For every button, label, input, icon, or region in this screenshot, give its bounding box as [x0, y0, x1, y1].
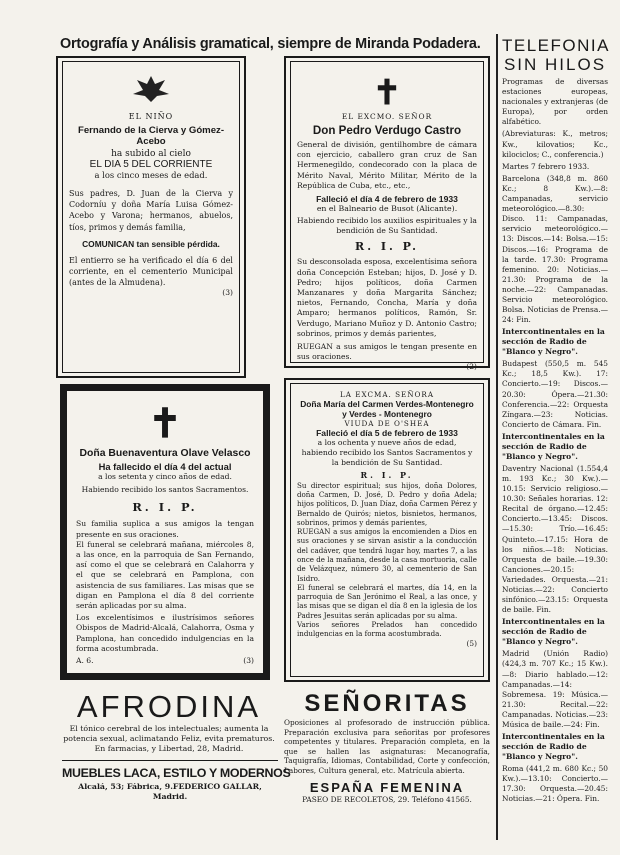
- obituary-verdugo: [284, 56, 490, 372]
- radio-roma: Roma (441,2 m. 680 Kc.; 50 Kw.).—13.10: Concierto.—17.30: Orquesta.—20.45: Noticias.—21: Ópera. Fin.: [502, 764, 608, 804]
- conduction-text: RUEGAN a sus amigos la encomienden a Dios en sus oraciones y se sirvan asistir a la conducción del cadáver, que tendrá lugar hoy, martes 7, a las once de la mañana, desde la casa mortuoria, calle de Velázquez, número 30, al cementerio de San Isidro.: [297, 527, 477, 583]
- line-ascended: ha subido al cielo: [111, 149, 191, 159]
- radio-title-2: SIN HILOS: [503, 55, 607, 74]
- deceased-name: Don Pedro Verdugo Castro: [312, 124, 462, 137]
- deceased-name: Fernando de la Cierva y Gómez-Acebo: [77, 125, 225, 147]
- funeral-text: El funeral se celebrará el martes, día 14, en la parroquia de San Jerónimo el Real, a las once, y las misas que se digan el día 8 en la iglesia de los Padres Jesuitas serán aplicadas por su alma.: [297, 582, 477, 620]
- radio-intro: Programas de diversas estaciones europeas, nacionales y extranjeras (de Europa), por orden alfabético.: [502, 77, 608, 127]
- sacraments-text: Habiendo recibido los santos Sacramentos.: [81, 485, 249, 495]
- communicate-line: COMUNICAN tan sensible pérdida.: [82, 238, 220, 249]
- death-date: Falleció el día 4 de febrero de 1933: [316, 194, 458, 205]
- family-text: Sus padres, D. Juan de la Cierva y Codorníu y doña María Luisa Gómez-Acebo y Varona; hermanos, abuelos, tíos, primos y demás familia,: [69, 189, 233, 232]
- column-divider: [496, 34, 498, 840]
- request-text: RUEGAN a sus amigos le tengan presente en sus oraciones.: [297, 342, 477, 362]
- rip-text: R. I. P.: [360, 469, 414, 480]
- ad-senoritas: [284, 690, 490, 806]
- page-header-title: Ortografía y Análisis gramatical, siempre de Miranda Podadera.: [60, 36, 481, 52]
- family-text: Su desconsolada esposa, excelentísima señora doña Concepción Esteban; hijos, D. José y D. Pedro; hijos políticos, doña Carmen Manzanares y doña Margarita Sánchez; nietos, Fernando, Concha, María y doña Amparo; hermanos políticos, Ramón, Sr. Verdugo, Mariano Muñoz y D. Antonio Castro; sobrinos, primos y demás parientes,: [297, 257, 477, 338]
- label-title: LA EXCMA. SEÑORA: [339, 390, 435, 399]
- radio-barcelona: Barcelona (348,8 m. 860 Kc.; 8 Kw.).—8: Campanadas, servicio meteorológico.—8.30: Disco. 11: Campanadas, servicio meteorológico.—13: Discos.—14: Bolsa.—15: Discos.—16: Programa de la tarde. 17.30: Programa femenino. 20: Noticias.—21.30: Programa de la noche.—22: Campanadas. Servicio meteorológico. Bolsa. Noticias de Prensa.—24: Fin.: [502, 173, 608, 325]
- rip-text: R. I. P.: [355, 240, 419, 254]
- radio-budapest: Budapest (550,5 m. 545 Kc.; 18,5 Kw.). 17: Concierto.—19: Discos.—20.30: Ópera.—21.30: Conferencia.—22: Orquesta Zíngara.—23: Noticias. Concierto de Cámara. Fin.: [502, 359, 608, 429]
- ad-title: MUEBLES LACA, ESTILO Y MODERNOS: [62, 766, 291, 780]
- label-title: EL EXCMO. SEÑOR: [341, 112, 433, 121]
- sacraments-text: habiendo recibido los Santos Sacramentos y la bendición de Su Santidad.: [301, 448, 473, 468]
- deceased-name-2: y Verdes - Montenegro: [342, 409, 432, 419]
- school-address: PASEO DE RECOLETOS, 29. Teléfono 41565.: [302, 794, 472, 804]
- deceased-name: Doña María del Carmen Verdes-Montenegro: [300, 399, 474, 409]
- indulgences-text: Varios señores Prelados han concedido indulgencias en la forma acostumbrada.: [297, 620, 477, 639]
- radio-note-2: Intercontinentales en la sección de Radio de "Blanco y Negro".: [502, 431, 605, 461]
- sacraments-text: Habiendo recibido los auxilios espirituales y la bendición de Su Santidad.: [297, 216, 477, 236]
- radio-abbrev: (Abreviaturas: K., metros; Kw., kilovatios; Kc., kilociclos; C., conferencia.): [502, 129, 608, 159]
- radio-note-1: Intercontinentales en la sección de Radio de "Blanco y Negro".: [502, 327, 605, 357]
- obituary-fernando: [56, 56, 246, 378]
- ad-code: (2): [466, 362, 477, 372]
- label-child: EL NIÑO: [128, 112, 174, 121]
- death-date: Ha fallecido el día 4 del actual: [98, 461, 232, 472]
- radio-madrid: Madrid (Unión Radio) (424,3 m. 707 Kc.; 15 Kw.).—8: Diario hablado.—12: Campanadas.—14: Sobremesa. 19: Música.—21.30: Recital.—22: Campanadas. Noticias.—23: Música de baile.—24: Fin.: [502, 649, 608, 729]
- ad-code-right: (3): [243, 656, 254, 666]
- ad-address: Alcalá, 53; Fábrica, 9.FEDERICO GALLAR, Madrid.: [78, 782, 262, 802]
- widow-text: VIUDA DE O'SHEA: [344, 419, 430, 428]
- cross-icon: ✝: [148, 400, 182, 447]
- line-date: EL DIA 5 DEL CORRIENTE: [89, 159, 213, 170]
- ad-code-left: A. 6.: [76, 656, 94, 666]
- death-place: en el Balneario de Busot (Alicante).: [316, 204, 458, 214]
- burial-text: El entierro se ha verificado el día 6 del corriente, en el cementerio Municipal (antes de la Almudena).: [69, 255, 233, 288]
- ad-muebles: [62, 764, 291, 804]
- ad-title: SEÑORITAS: [304, 690, 470, 717]
- ad-afrodina: [62, 690, 276, 758]
- school-name: ESPAÑA FEMENINA: [309, 779, 465, 795]
- ad-code: (5): [466, 638, 477, 648]
- funeral-text: El funeral se celebrará mañana, miércoles 8, a las once, en la parroquia de San Fernando, así como el que se celebrará en Calahorra y el que se celebrará en Pamplona, con asistencia de sus familiares. Las misas que se digan en Pamplona el día 8 del corriente serán aplicadas por su alma.: [76, 539, 254, 611]
- titles-text: General de división, gentilhombre de cámara con ejercicio, caballero gran cruz de San Hermenegildo, condecorado con la placa de Mérito Naval, Mérito Militar, Mérito de la República de Cuba, etc., etc.,: [297, 140, 477, 190]
- line-age: a los cinco meses de edad.: [94, 170, 208, 180]
- ad-body: Oposiciones al profesorado de instrucción pública. Preparación exclusiva para señoritas por profesores competentes y titulares. Preparación completa, en la que se hallen las asignaturas: Mecanografía, Taquigrafía, Idiomas, Contabilidad, Corte y confección, Labores, Cultura general, etc. Matrícula abierta.: [284, 718, 490, 775]
- angel-crest-icon: [131, 72, 171, 104]
- indulgences-text: Los excelentísimos e ilustrísimos señores Obispos de Madrid-Alcalá, Calahorra, Osma y Pamplona, han concedido indulgencias en la forma acostumbrada.: [76, 613, 254, 653]
- family-text: Su director espiritual; sus hijos, doña Dolores, doña Carmen, D. José, D. Pedro y doña Adela; hijos políticos, D. Juan Díaz, doña Carmen Pérez y Bernaldo de Quirós; nietos, bisnietos, hermanos, sobrinos, primos y demás parientes,: [297, 480, 477, 527]
- radio-note-3: Intercontinentales en la sección de Radio de "Blanco y Negro".: [502, 617, 605, 647]
- deceased-name: Doña Buenaventura Olave Velasco: [79, 448, 251, 459]
- age-text: a los setenta y cinco años de edad.: [98, 472, 232, 481]
- ad-sale: En farmacias, y Libertad, 28, Madrid.: [94, 744, 244, 753]
- radio-title-1: TELEFONIA: [502, 36, 610, 55]
- family-text: Su familia suplica a sus amigos la tengan presente en sus oraciones.: [76, 519, 254, 539]
- rip-text: R. I. P.: [132, 500, 198, 515]
- ad-body: El tónico cerebral de los intelectuales; aumenta la potencia sexual, aclimatando Feliz, evita prematuros.: [63, 724, 275, 743]
- death-date: Falleció el día 5 de febrero de 1933: [316, 428, 458, 438]
- radio-daventry: Daventry Nacional (1.554,4 m. 193 Kc.; 30 Kw.).—10.15: Servicio religioso.—10.30: Señales horarias. 12: Recital de órgano.—12.45: Concierto.—13.45: Discos.—15.30: Trío.—16.45: Quinteto.—17.15: Hora de los niños.—18: Noticias. Orquesta de baile.—19.30: Canciones.—20.15: Variedades. Orquesta.—21: Noticias.—22: Concierto sinfónico.—23.15: Orquesta de baile. Fin.: [502, 463, 608, 615]
- radio-date: Martes 7 febrero 1933.: [502, 161, 590, 171]
- radio-column: [502, 36, 608, 842]
- obituary-verdes-montenegro: [284, 378, 490, 682]
- age-text: a los ochenta y nueve años de edad,: [317, 438, 457, 447]
- ad-title: AFRODINA: [76, 689, 262, 724]
- radio-note-4: Intercontinentales en la sección de Radio de "Blanco y Negro".: [502, 732, 605, 762]
- obituary-olave: [60, 384, 270, 680]
- ad-code: (3): [222, 288, 233, 298]
- divider: [62, 760, 278, 761]
- cross-icon: ✝: [372, 73, 402, 113]
